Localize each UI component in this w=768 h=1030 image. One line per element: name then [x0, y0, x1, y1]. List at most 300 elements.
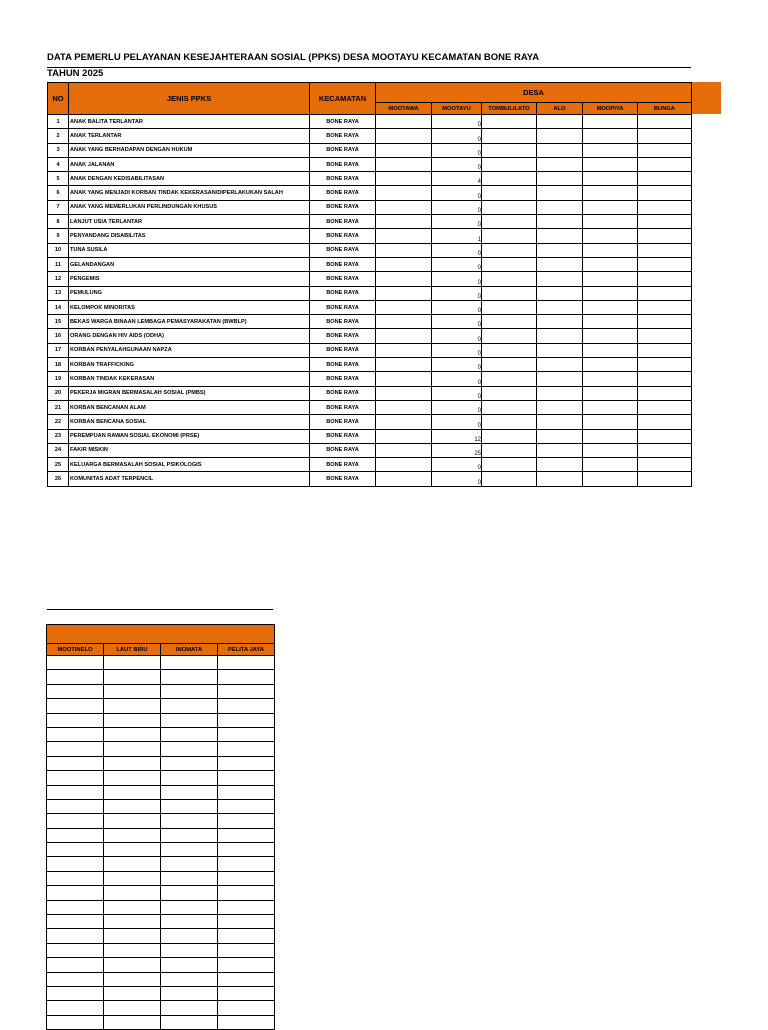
- cell-mootinelo: [47, 986, 104, 1000]
- cell-moopiya: [583, 200, 638, 214]
- row-jenis-ppks: KORBAN BENCANA SOSIAL: [69, 415, 310, 429]
- row-kecamatan: BONE RAYA: [310, 315, 376, 329]
- cell-bunga: [638, 458, 692, 472]
- cell-laut-biru: [104, 958, 161, 972]
- cell-moopiya: [583, 243, 638, 257]
- cell-mootawa: [376, 172, 432, 186]
- row-jenis-ppks: ANAK DENGAN KEDISABILITASAN: [69, 172, 310, 186]
- cell-tombulilato: [482, 315, 537, 329]
- cell-pelita-jaya: [218, 699, 275, 713]
- cell-bunga: [638, 400, 692, 414]
- table-row: [48, 443, 692, 457]
- header-desa-inomata: INOMATA: [161, 644, 218, 656]
- table-row: [47, 785, 275, 799]
- cell-inomata: [161, 771, 218, 785]
- cell-moopiya: [583, 458, 638, 472]
- row-jenis-ppks: ANAK YANG MENJADI KORBAN TINDAK KEKERASAN/DIPERLAKUKAN SALAH: [69, 186, 310, 200]
- cell-inomata: [161, 1015, 218, 1029]
- cell-bunga: [638, 229, 692, 243]
- row-jenis-ppks: KORBAN TRAFFICKING: [69, 358, 310, 372]
- table-row: [48, 286, 692, 300]
- row-no: 13: [48, 286, 69, 300]
- cell-laut-biru: [104, 814, 161, 828]
- cell-mootawa: [376, 472, 432, 486]
- table-row: [47, 1015, 275, 1029]
- row-kecamatan: BONE RAYA: [310, 329, 376, 343]
- table-row: [48, 300, 692, 314]
- cell-bunga: [638, 157, 692, 171]
- cell-laut-biru: [104, 713, 161, 727]
- cell-mootayu: 0: [432, 243, 482, 257]
- table-row: [48, 129, 692, 143]
- cell-bunga: [638, 243, 692, 257]
- cell-alo: [537, 400, 583, 414]
- cell-tombulilato: [482, 329, 537, 343]
- cell-pelita-jaya: [218, 756, 275, 770]
- row-jenis-ppks: ANAK YANG BERHADAPAN DENGAN HUKUM: [69, 143, 310, 157]
- cell-bunga: [638, 215, 692, 229]
- cell-mootayu: 1: [432, 229, 482, 243]
- cell-mootawa: [376, 343, 432, 357]
- cell-mootinelo: [47, 713, 104, 727]
- cell-mootayu: 0: [432, 372, 482, 386]
- cell-moopiya: [583, 172, 638, 186]
- table-row: [48, 358, 692, 372]
- table-row: [48, 315, 692, 329]
- table-row: [47, 656, 275, 670]
- table-row: [48, 143, 692, 157]
- cell-pelita-jaya: [218, 785, 275, 799]
- cell-mootinelo: [47, 799, 104, 813]
- row-no: 5: [48, 172, 69, 186]
- row-kecamatan: BONE RAYA: [310, 215, 376, 229]
- table-row: [47, 886, 275, 900]
- cell-bunga: [638, 115, 692, 129]
- cell-pelita-jaya: [218, 771, 275, 785]
- table-row: [48, 229, 692, 243]
- cell-inomata: [161, 857, 218, 871]
- table-row: [48, 257, 692, 271]
- cell-laut-biru: [104, 742, 161, 756]
- cell-inomata: [161, 915, 218, 929]
- table-row: [47, 670, 275, 684]
- row-kecamatan: BONE RAYA: [310, 458, 376, 472]
- cell-inomata: [161, 943, 218, 957]
- cell-inomata: [161, 886, 218, 900]
- cell-pelita-jaya: [218, 843, 275, 857]
- cell-alo: [537, 286, 583, 300]
- row-jenis-ppks: FAKIR MISKIN: [69, 443, 310, 457]
- row-no: 22: [48, 415, 69, 429]
- row-jenis-ppks: ANAK BALITA TERLANTAR: [69, 115, 310, 129]
- cell-tombulilato: [482, 300, 537, 314]
- cell-mootawa: [376, 229, 432, 243]
- cell-mootayu: 25: [432, 443, 482, 457]
- cell-mootinelo: [47, 684, 104, 698]
- cell-mootinelo: [47, 972, 104, 986]
- cell-mootinelo: [47, 958, 104, 972]
- row-kecamatan: BONE RAYA: [310, 200, 376, 214]
- cell-mootawa: [376, 429, 432, 443]
- cell-mootawa: [376, 157, 432, 171]
- cell-moopiya: [583, 343, 638, 357]
- cell-tombulilato: [482, 472, 537, 486]
- cell-alo: [537, 458, 583, 472]
- table-row: [47, 900, 275, 914]
- cell-pelita-jaya: [218, 727, 275, 741]
- cell-laut-biru: [104, 843, 161, 857]
- cell-alo: [537, 129, 583, 143]
- row-kecamatan: BONE RAYA: [310, 257, 376, 271]
- cell-mootinelo: [47, 886, 104, 900]
- cell-mootayu: 0: [432, 386, 482, 400]
- cell-tombulilato: [482, 143, 537, 157]
- table-row: [48, 157, 692, 171]
- cell-alo: [537, 200, 583, 214]
- table-row: [48, 200, 692, 214]
- cell-mootinelo: [47, 915, 104, 929]
- cell-bunga: [638, 415, 692, 429]
- table-row: [47, 871, 275, 885]
- table-row: [47, 771, 275, 785]
- cell-alo: [537, 272, 583, 286]
- table-row: [47, 699, 275, 713]
- cell-mootinelo: [47, 699, 104, 713]
- cell-mootayu: 0: [432, 329, 482, 343]
- row-jenis-ppks: ANAK JALANAN: [69, 157, 310, 171]
- cell-alo: [537, 329, 583, 343]
- table-row: [47, 713, 275, 727]
- cell-tombulilato: [482, 429, 537, 443]
- cell-mootinelo: [47, 814, 104, 828]
- cell-mootayu: 0: [432, 300, 482, 314]
- cell-bunga: [638, 286, 692, 300]
- cell-mootawa: [376, 315, 432, 329]
- continuation-header-bar: [47, 625, 275, 644]
- row-kecamatan: BONE RAYA: [310, 243, 376, 257]
- row-kecamatan: BONE RAYA: [310, 229, 376, 243]
- cell-alo: [537, 343, 583, 357]
- cell-mootayu: 0: [432, 143, 482, 157]
- cell-laut-biru: [104, 670, 161, 684]
- header-no: NO: [48, 83, 69, 115]
- cell-pelita-jaya: [218, 713, 275, 727]
- cell-mootawa: [376, 115, 432, 129]
- table-row: [48, 415, 692, 429]
- cell-moopiya: [583, 286, 638, 300]
- cell-mootawa: [376, 300, 432, 314]
- cell-tombulilato: [482, 172, 537, 186]
- row-kecamatan: BONE RAYA: [310, 272, 376, 286]
- cell-laut-biru: [104, 699, 161, 713]
- table-row: [47, 972, 275, 986]
- cell-tombulilato: [482, 400, 537, 414]
- cell-mootinelo: [47, 785, 104, 799]
- cell-inomata: [161, 972, 218, 986]
- cell-bunga: [638, 429, 692, 443]
- table-row: [47, 814, 275, 828]
- table-row: [48, 215, 692, 229]
- cell-tombulilato: [482, 257, 537, 271]
- cell-laut-biru: [104, 771, 161, 785]
- cell-tombulilato: [482, 358, 537, 372]
- cell-mootinelo: [47, 843, 104, 857]
- row-kecamatan: BONE RAYA: [310, 443, 376, 457]
- row-jenis-ppks: LANJUT USIA TERLANTAR: [69, 215, 310, 229]
- cell-moopiya: [583, 229, 638, 243]
- cell-bunga: [638, 172, 692, 186]
- cell-pelita-jaya: [218, 857, 275, 871]
- cell-bunga: [638, 186, 692, 200]
- cell-inomata: [161, 656, 218, 670]
- table-row: [48, 172, 692, 186]
- cell-mootayu: 4: [432, 172, 482, 186]
- ppks-table: [47, 82, 692, 487]
- cell-inomata: [161, 799, 218, 813]
- row-jenis-ppks: PEKERJA MIGRAN BERMASALAH SOSIAL (PMBS): [69, 386, 310, 400]
- cell-laut-biru: [104, 929, 161, 943]
- desa-header-extension: [691, 82, 721, 114]
- row-no: 14: [48, 300, 69, 314]
- cell-laut-biru: [104, 727, 161, 741]
- cell-mootawa: [376, 286, 432, 300]
- table-row: [47, 929, 275, 943]
- cell-moopiya: [583, 372, 638, 386]
- cell-mootawa: [376, 186, 432, 200]
- row-kecamatan: BONE RAYA: [310, 372, 376, 386]
- cell-moopiya: [583, 358, 638, 372]
- cell-inomata: [161, 684, 218, 698]
- cell-bunga: [638, 443, 692, 457]
- table-row: [48, 243, 692, 257]
- cell-mootawa: [376, 443, 432, 457]
- cell-mootinelo: [47, 1015, 104, 1029]
- row-no: 23: [48, 429, 69, 443]
- header-desa-tombulilato: TOMBULILATO: [482, 103, 537, 115]
- cell-laut-biru: [104, 857, 161, 871]
- cell-laut-biru: [104, 915, 161, 929]
- row-jenis-ppks: KOMUNITAS ADAT TERPENCIL: [69, 472, 310, 486]
- cell-mootayu: 0: [432, 157, 482, 171]
- cell-mootayu: 0: [432, 358, 482, 372]
- cell-laut-biru: [104, 799, 161, 813]
- desa-continuation-table: [46, 624, 275, 1030]
- cell-mootinelo: [47, 742, 104, 756]
- row-jenis-ppks: KELUARGA BERMASALAH SOSIAL PSIKOLOGIS: [69, 458, 310, 472]
- row-jenis-ppks: BEKAS WARGA BINAAN LEMBAGA PEMASYARAKATAN (BWBLP): [69, 315, 310, 329]
- cell-inomata: [161, 958, 218, 972]
- cell-mootawa: [376, 143, 432, 157]
- row-kecamatan: BONE RAYA: [310, 386, 376, 400]
- cell-inomata: [161, 828, 218, 842]
- cell-tombulilato: [482, 286, 537, 300]
- row-no: 26: [48, 472, 69, 486]
- row-jenis-ppks: KORBAN PENYALAHGUNAAN NAPZA: [69, 343, 310, 357]
- table-row: [47, 742, 275, 756]
- cell-alo: [537, 429, 583, 443]
- cell-mootayu: 0: [432, 272, 482, 286]
- cell-laut-biru: [104, 656, 161, 670]
- row-no: 20: [48, 386, 69, 400]
- row-jenis-ppks: ORANG DENGAN HIV AIDS (ODHA): [69, 329, 310, 343]
- cell-laut-biru: [104, 886, 161, 900]
- cell-mootawa: [376, 329, 432, 343]
- cell-mootayu: 0: [432, 400, 482, 414]
- cell-alo: [537, 472, 583, 486]
- row-jenis-ppks: ANAK YANG MEMERLUKAN PERLINDUNGAN KHUSUS: [69, 200, 310, 214]
- cell-mootawa: [376, 415, 432, 429]
- row-no: 15: [48, 315, 69, 329]
- cell-alo: [537, 229, 583, 243]
- row-kecamatan: BONE RAYA: [310, 157, 376, 171]
- table-row: [48, 472, 692, 486]
- cell-inomata: [161, 727, 218, 741]
- cell-alo: [537, 172, 583, 186]
- cell-laut-biru: [104, 900, 161, 914]
- row-no: 25: [48, 458, 69, 472]
- cell-mootayu: 0: [432, 186, 482, 200]
- row-jenis-ppks: PEREMPUAN RAWAN SOSIAL EKONOMI (PRSE): [69, 429, 310, 443]
- cell-mootayu: 12: [432, 429, 482, 443]
- cell-laut-biru: [104, 684, 161, 698]
- cell-inomata: [161, 814, 218, 828]
- table-row: [47, 843, 275, 857]
- cell-laut-biru: [104, 1001, 161, 1015]
- cell-mootawa: [376, 257, 432, 271]
- cell-inomata: [161, 785, 218, 799]
- cell-mootayu: 0: [432, 115, 482, 129]
- cell-bunga: [638, 358, 692, 372]
- row-jenis-ppks: PENYANDANG DISABILITAS: [69, 229, 310, 243]
- cell-tombulilato: [482, 343, 537, 357]
- cell-moopiya: [583, 415, 638, 429]
- row-no: 2: [48, 129, 69, 143]
- page-subtitle: TAHUN 2025: [47, 68, 104, 79]
- cell-inomata: [161, 1001, 218, 1015]
- cell-alo: [537, 157, 583, 171]
- row-kecamatan: BONE RAYA: [310, 343, 376, 357]
- cell-moopiya: [583, 315, 638, 329]
- cell-pelita-jaya: [218, 828, 275, 842]
- row-kecamatan: BONE RAYA: [310, 286, 376, 300]
- cell-mootinelo: [47, 1001, 104, 1015]
- row-jenis-ppks: PEMULUNG: [69, 286, 310, 300]
- cell-pelita-jaya: [218, 814, 275, 828]
- header-desa-mootawa: MOOTAWA: [376, 103, 432, 115]
- cell-alo: [537, 243, 583, 257]
- row-kecamatan: BONE RAYA: [310, 358, 376, 372]
- table-row: [48, 386, 692, 400]
- cell-alo: [537, 315, 583, 329]
- table-row: [48, 115, 692, 129]
- cell-mootayu: 0: [432, 215, 482, 229]
- row-kecamatan: BONE RAYA: [310, 472, 376, 486]
- cell-alo: [537, 300, 583, 314]
- cell-alo: [537, 257, 583, 271]
- cell-alo: [537, 443, 583, 457]
- cell-pelita-jaya: [218, 799, 275, 813]
- cell-inomata: [161, 670, 218, 684]
- cell-mootayu: 0: [432, 257, 482, 271]
- cell-laut-biru: [104, 1015, 161, 1029]
- cell-bunga: [638, 200, 692, 214]
- header-desa-pelita-jaya: PELITA JAYA: [218, 644, 275, 656]
- row-kecamatan: BONE RAYA: [310, 429, 376, 443]
- header-desa-mootinelo: MOOTINELO: [47, 644, 104, 656]
- cell-bunga: [638, 315, 692, 329]
- table-row: [47, 915, 275, 929]
- cell-moopiya: [583, 472, 638, 486]
- cell-bunga: [638, 257, 692, 271]
- cell-mootinelo: [47, 857, 104, 871]
- table-row: [48, 272, 692, 286]
- cell-tombulilato: [482, 372, 537, 386]
- cell-alo: [537, 143, 583, 157]
- row-kecamatan: BONE RAYA: [310, 186, 376, 200]
- table-row: [48, 372, 692, 386]
- row-no: 7: [48, 200, 69, 214]
- cell-pelita-jaya: [218, 871, 275, 885]
- cell-mootayu: 0: [432, 286, 482, 300]
- cell-mootawa: [376, 458, 432, 472]
- cell-inomata: [161, 929, 218, 943]
- cell-mootawa: [376, 358, 432, 372]
- cell-bunga: [638, 272, 692, 286]
- table-row: [47, 943, 275, 957]
- cell-inomata: [161, 843, 218, 857]
- table-row: [48, 458, 692, 472]
- cell-alo: [537, 386, 583, 400]
- cell-moopiya: [583, 329, 638, 343]
- cell-mootawa: [376, 129, 432, 143]
- table-row: [47, 986, 275, 1000]
- cell-tombulilato: [482, 115, 537, 129]
- cell-mootawa: [376, 243, 432, 257]
- row-no: 11: [48, 257, 69, 271]
- cell-mootayu: 0: [432, 415, 482, 429]
- cell-alo: [537, 215, 583, 229]
- cell-moopiya: [583, 443, 638, 457]
- row-kecamatan: BONE RAYA: [310, 415, 376, 429]
- table-row: [47, 828, 275, 842]
- table-row: [47, 799, 275, 813]
- cell-pelita-jaya: [218, 943, 275, 957]
- cell-pelita-jaya: [218, 742, 275, 756]
- cell-bunga: [638, 129, 692, 143]
- cell-mootayu: 0: [432, 315, 482, 329]
- cell-pelita-jaya: [218, 1015, 275, 1029]
- cell-tombulilato: [482, 272, 537, 286]
- section-divider: [47, 609, 273, 610]
- cell-alo: [537, 186, 583, 200]
- row-kecamatan: BONE RAYA: [310, 300, 376, 314]
- header-desa-mootayu: MOOTAYU: [432, 103, 482, 115]
- cell-pelita-jaya: [218, 1001, 275, 1015]
- row-no: 18: [48, 358, 69, 372]
- row-kecamatan: BONE RAYA: [310, 143, 376, 157]
- cell-laut-biru: [104, 943, 161, 957]
- row-no: 8: [48, 215, 69, 229]
- row-jenis-ppks: PENGEMIS: [69, 272, 310, 286]
- header-desa-bunga: BUNGA: [638, 103, 692, 115]
- cell-mootawa: [376, 400, 432, 414]
- cell-pelita-jaya: [218, 656, 275, 670]
- cell-tombulilato: [482, 443, 537, 457]
- cell-pelita-jaya: [218, 986, 275, 1000]
- row-kecamatan: BONE RAYA: [310, 172, 376, 186]
- cell-mootinelo: [47, 656, 104, 670]
- row-jenis-ppks: TUNA SUSILA: [69, 243, 310, 257]
